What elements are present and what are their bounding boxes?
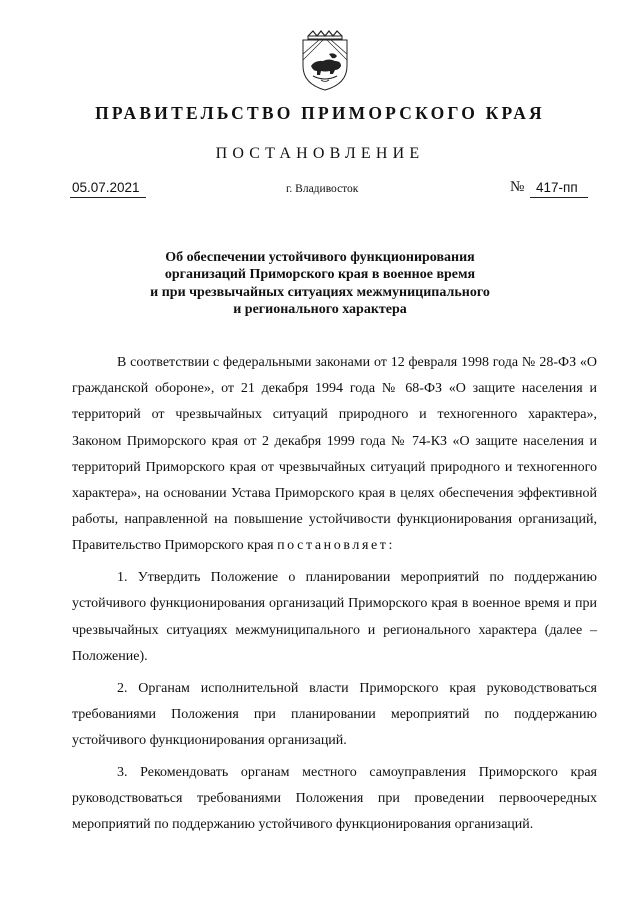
preamble-paragraph	[72, 350, 597, 560]
government-title: ПРАВИТЕЛЬСТВО ПРИМОРСКОГО КРАЯ	[95, 103, 545, 123]
decree-date: 05.07.2021	[72, 180, 140, 195]
date-underline	[70, 197, 146, 198]
decree-subject	[100, 249, 540, 319]
subject-line: организаций Приморского края в военное время	[164, 267, 476, 283]
number-sign: №	[510, 179, 525, 195]
subject-line: Об обеспечении устойчивого функционирования	[165, 250, 475, 265]
preamble-text: В соответствии с федеральными законами от 12 февраля 1998 года № 28-ФЗ «О гражданской обороне», от 21 декабря 1994 года № 68-ФЗ «О защите населения и территорий от чрезвычайных ситуаций природного и техногенного характера», Законом Приморского края от 2 декабря 1999 года № 74-КЗ «О защите населения и территорий Приморского края от чрезвычайных ситуаций природного и техногенного характера», на основании Устава Приморского края в целях обеспечения эффективной работы, направленной на повышение устойчивости функционирования организаций, Правительство Приморского края	[72, 355, 597, 554]
document-type-title: ПОСТАНОВЛЕНИЕ	[215, 145, 425, 162]
decree-body	[72, 350, 597, 844]
subject-line: и при чрезвычайных ситуациях межмуниципального	[150, 284, 490, 300]
decree-city: г. Владивосток	[286, 183, 359, 195]
decree-item-3: 3. Рекомендовать органам местного самоуправления Приморского края руководствоваться требованиями Положения при проведении первоочередных мероприятий по поддержанию устойчивого функционирования организаций.	[72, 764, 597, 833]
decree-item-1: 1. Утвердить Положение о планировании мероприятий по поддержанию устойчивого функционирования организаций Приморского края в военное время и при чрезвычайных ситуациях межмуниципального и регионального характера (далее – Положение).	[72, 570, 597, 664]
subject-line: и регионального характера	[233, 302, 407, 318]
decree-word: постановляет:	[277, 538, 396, 554]
decree-item-2: 2. Органам исполнительной власти Приморского края руководствоваться требованиями Положения при планировании мероприятий по поддержанию устойчивого функционирования организаций.	[72, 680, 597, 749]
decree-number: 417-пп	[536, 180, 578, 195]
coat-of-arms-emblem	[299, 30, 351, 92]
number-underline	[530, 197, 588, 198]
